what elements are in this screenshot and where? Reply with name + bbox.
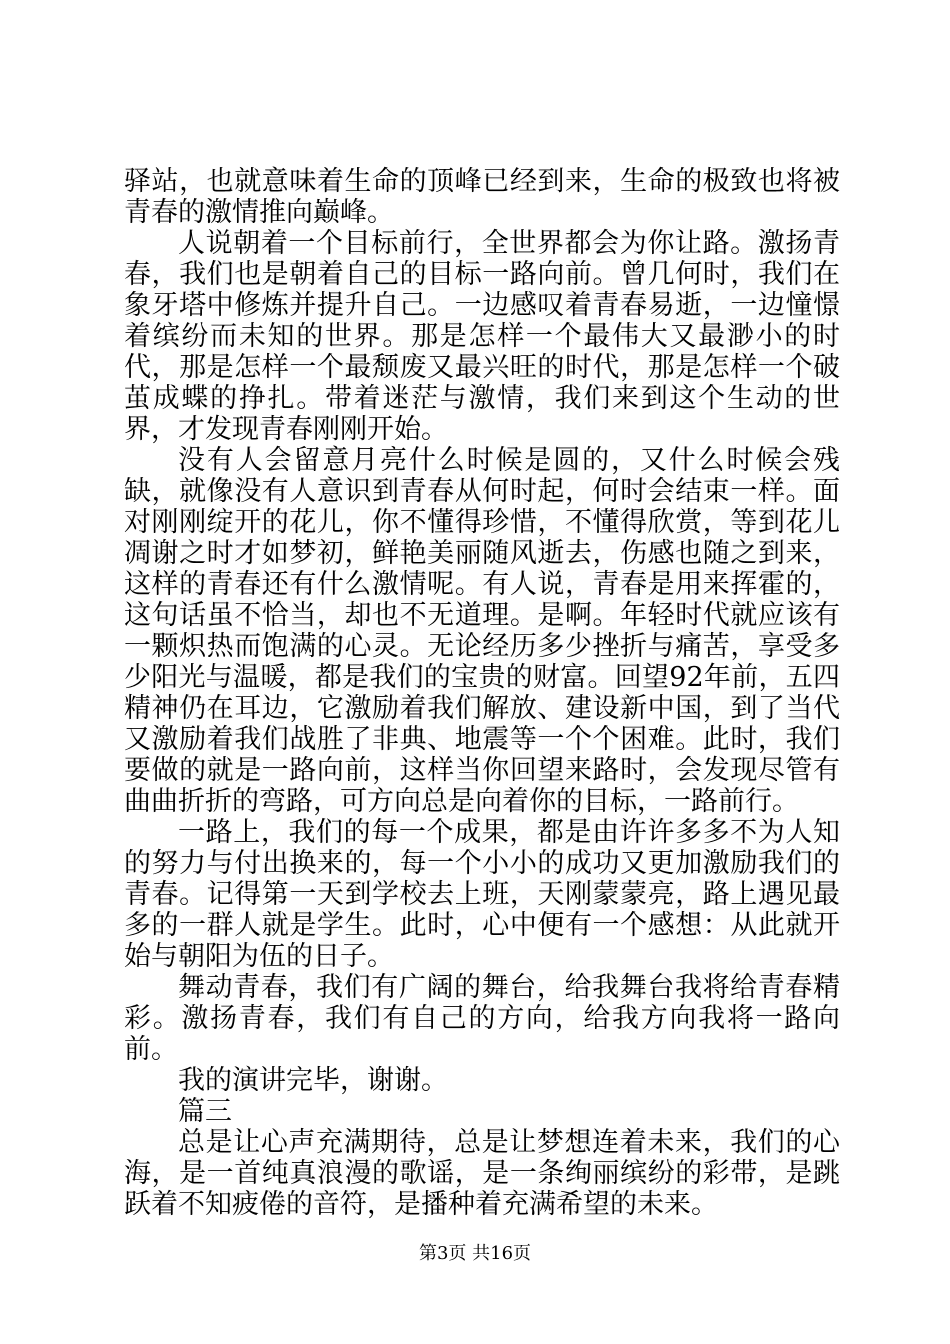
paragraph: 没有人会留意月亮什么时候是圆的，又什么时候会残缺，就像没有人意识到青春从何时起，何时会结束一样。面对刚刚绽开的花儿，你不懂得珍惜，不懂得欣赏，等到花儿凋谢之时才如梦初，鲜艳美丽随风逝去，伤感也随之到来，这样的青春还有什么激情呢。有人说，青春是用来挥霍的，这句话虽不恰当，却也不无道理。是啊。年轻时代就应该有一颗炽热而饱满的心灵。无论经历多少挫折与痛苦，享受多少阳光与温暖，都是我们的宝贵的财富。回望92年前，五四精神仍在耳边，它激励着我们解放、建设新中国，到了当代又激励着我们战胜了非典、地震等一个个困难。此时，我们要做的就是一路向前，这样当你回望来路时，会发现尽管有曲曲折折的弯路，可方向总是向着你的目标，一路前行。 (124, 445, 840, 817)
paragraph: 舞动青春，我们有广阔的舞台，给我舞台我将给青春精彩。激扬青春，我们有自己的方向，给我方向我将一路向前。 (124, 972, 840, 1065)
paragraph: 人说朝着一个目标前行，全世界都会为你让路。激扬青春，我们也是朝着自己的目标一路向前。曾几何时，我们在象牙塔中修炼并提升自己。一边感叹着青春易逝，一边憧憬着缤纷而未知的世界。那是怎样一个最伟大又最渺小的时代，那是怎样一个最颓废又最兴旺的时代，那是怎样一个破茧成蝶的挣扎。带着迷茫与激情，我们来到这个生动的世界，才发现青春刚刚开始。 (124, 228, 840, 445)
paragraph-continuation: 驿站，也就意味着生命的顶峰已经到来，生命的极致也将被青春的激情推向巅峰。 (124, 166, 840, 228)
document-body (124, 166, 840, 1220)
section-heading: 篇三 (178, 1096, 232, 1127)
paragraph-closing: 我的演讲完毕，谢谢。 (178, 1065, 448, 1096)
paragraph: 总是让心声充满期待，总是让梦想连着未来，我们的心海，是一首纯真浪漫的歌谣，是一条绚丽缤纷的彩带，是跳跃着不知疲倦的音符，是播种着充满希望的未来。 (124, 1127, 840, 1220)
paragraph: 一路上，我们的每一个成果，都是由许许多多不为人知的努力与付出换来的，每一个小小的成功又更加激励我们的青春。记得第一天到学校去上班，天刚蒙蒙亮，路上遇见最多的一群人就是学生。此时，心中便有一个感想：从此就开始与朝阳为伍的日子。 (124, 817, 840, 972)
page-footer: 第3页 共16页 (418, 1243, 532, 1264)
